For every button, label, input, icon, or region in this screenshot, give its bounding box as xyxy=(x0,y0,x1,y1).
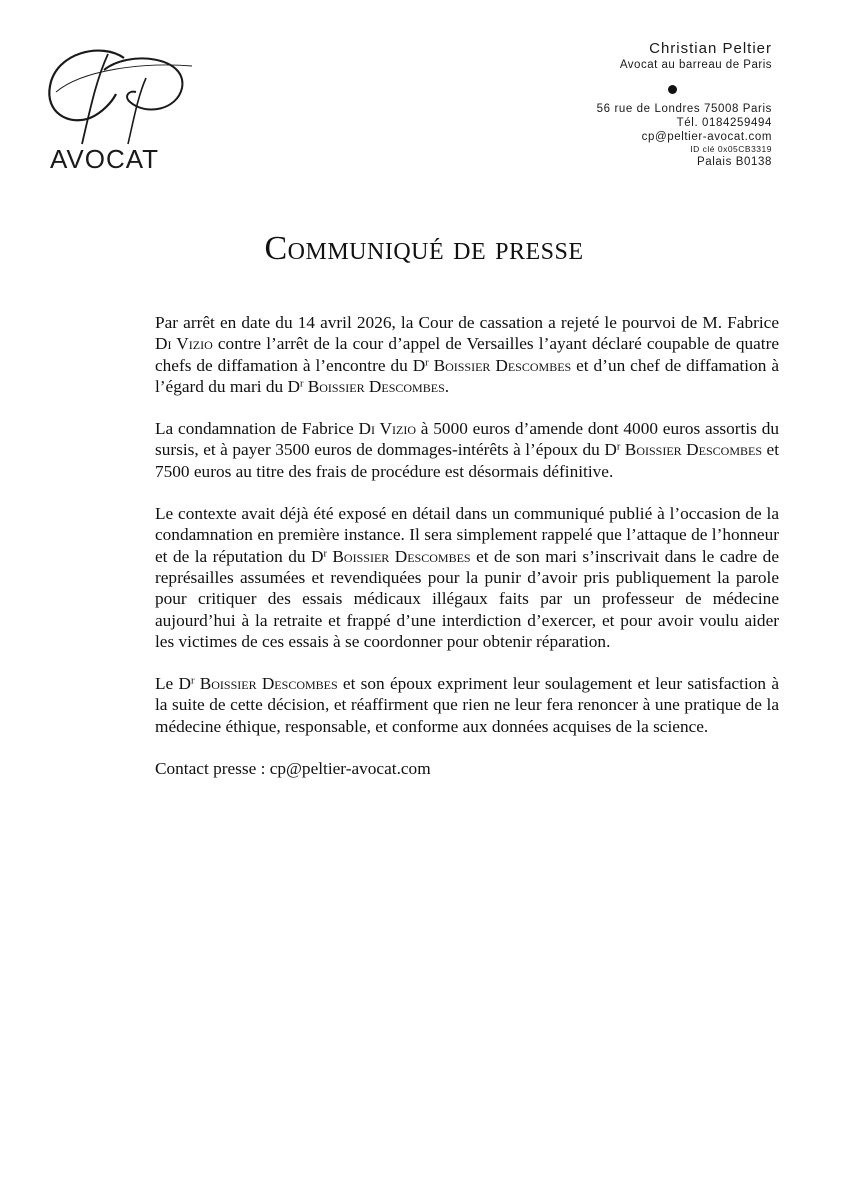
person-name: Di Vizio xyxy=(155,334,213,354)
logo-word: AVOCAT xyxy=(50,144,160,174)
person-name: Boissier Descombes xyxy=(307,376,445,396)
lawyer-title: Avocat au barreau de Paris xyxy=(619,59,772,71)
logo xyxy=(42,40,202,172)
key-id: ID clé 0x05CB3319 xyxy=(690,144,772,154)
paragraph-2: La condamnation de Fabrice Di Vizio à 5000 euros d’amende dont 4000 euros assortis du sursis, et à payer 3500 euros de dommages-intérêts à l’époux du $D^r$ Boissier Descombes et 7500 euros au titre des frais de procédure est désormais définitive. xyxy=(155,419,779,481)
bullet-dot-icon xyxy=(668,85,677,94)
address: 56 rue de Londres 75008 Paris xyxy=(596,103,772,115)
email-link[interactable]: cp@peltier-avocat.com xyxy=(641,131,772,143)
lawyer-name: Christian Peltier xyxy=(649,40,772,57)
cp-monogram-icon xyxy=(42,40,202,150)
person-name: Boissier Descombes xyxy=(332,546,471,566)
person-name: Boissier Descombes xyxy=(433,355,572,375)
press-contact: Contact presse : cp@peltier-avocat.com xyxy=(155,759,431,779)
person-name: Boissier Descombes xyxy=(624,440,763,460)
palais-code: Palais B0138 xyxy=(697,156,772,168)
paragraph-3: Le contexte avait déjà été exposé en détail dans un communiqué publié à l’occasion de la condamnation en première instance. Il sera simplement rappelé que l’attaque de l’honneur et de la réputation du $D^r$ Boissier Descombes et de son mari s’inscrivait dans le cadre de représailles assumées et revendiquées pour la punir d’avoir pris publiquement la parole pour critiquer des essais médicaux illégaux faits par un professeur de médecine aujourd’hui à la retraite et frappé d’une interdiction d’exercer, et pour avoir voulu aider les victimes de ces essais à se coordonner pour obtenir réparation. xyxy=(155,504,779,651)
paragraph-4: Le $D^r$ Boissier Descombes et son époux expriment leur soulagement et leur satisfaction à la suite de cette décision, et réaffirment que rien ne leur fera renoncer à une pratique de la médecine éthique, responsable, et conforme aux données acquises de la science. xyxy=(155,674,779,736)
document-body xyxy=(155,312,779,800)
person-name: Boissier Descombes xyxy=(199,674,338,694)
paragraph-1: Par arrêt en date du 14 avril 2026, la Cour de cassation a rejeté le pourvoi de M. Fabrice Di Vizio contre l’arrêt de la cour d’appel de Versailles l’ayant déclaré coupable de quatre chefs de diffamation à l’encontre du $D^r$ Boissier Descombes et d’un chef de diffamation à l’égard du mari du $D^r$ Boissier Descombes. xyxy=(155,313,779,396)
phone: Tél. 0184259494 xyxy=(676,117,772,129)
letterhead xyxy=(597,40,772,169)
page-title: Communiqué de presse xyxy=(264,230,584,267)
person-name: Di Vizio xyxy=(358,419,416,439)
